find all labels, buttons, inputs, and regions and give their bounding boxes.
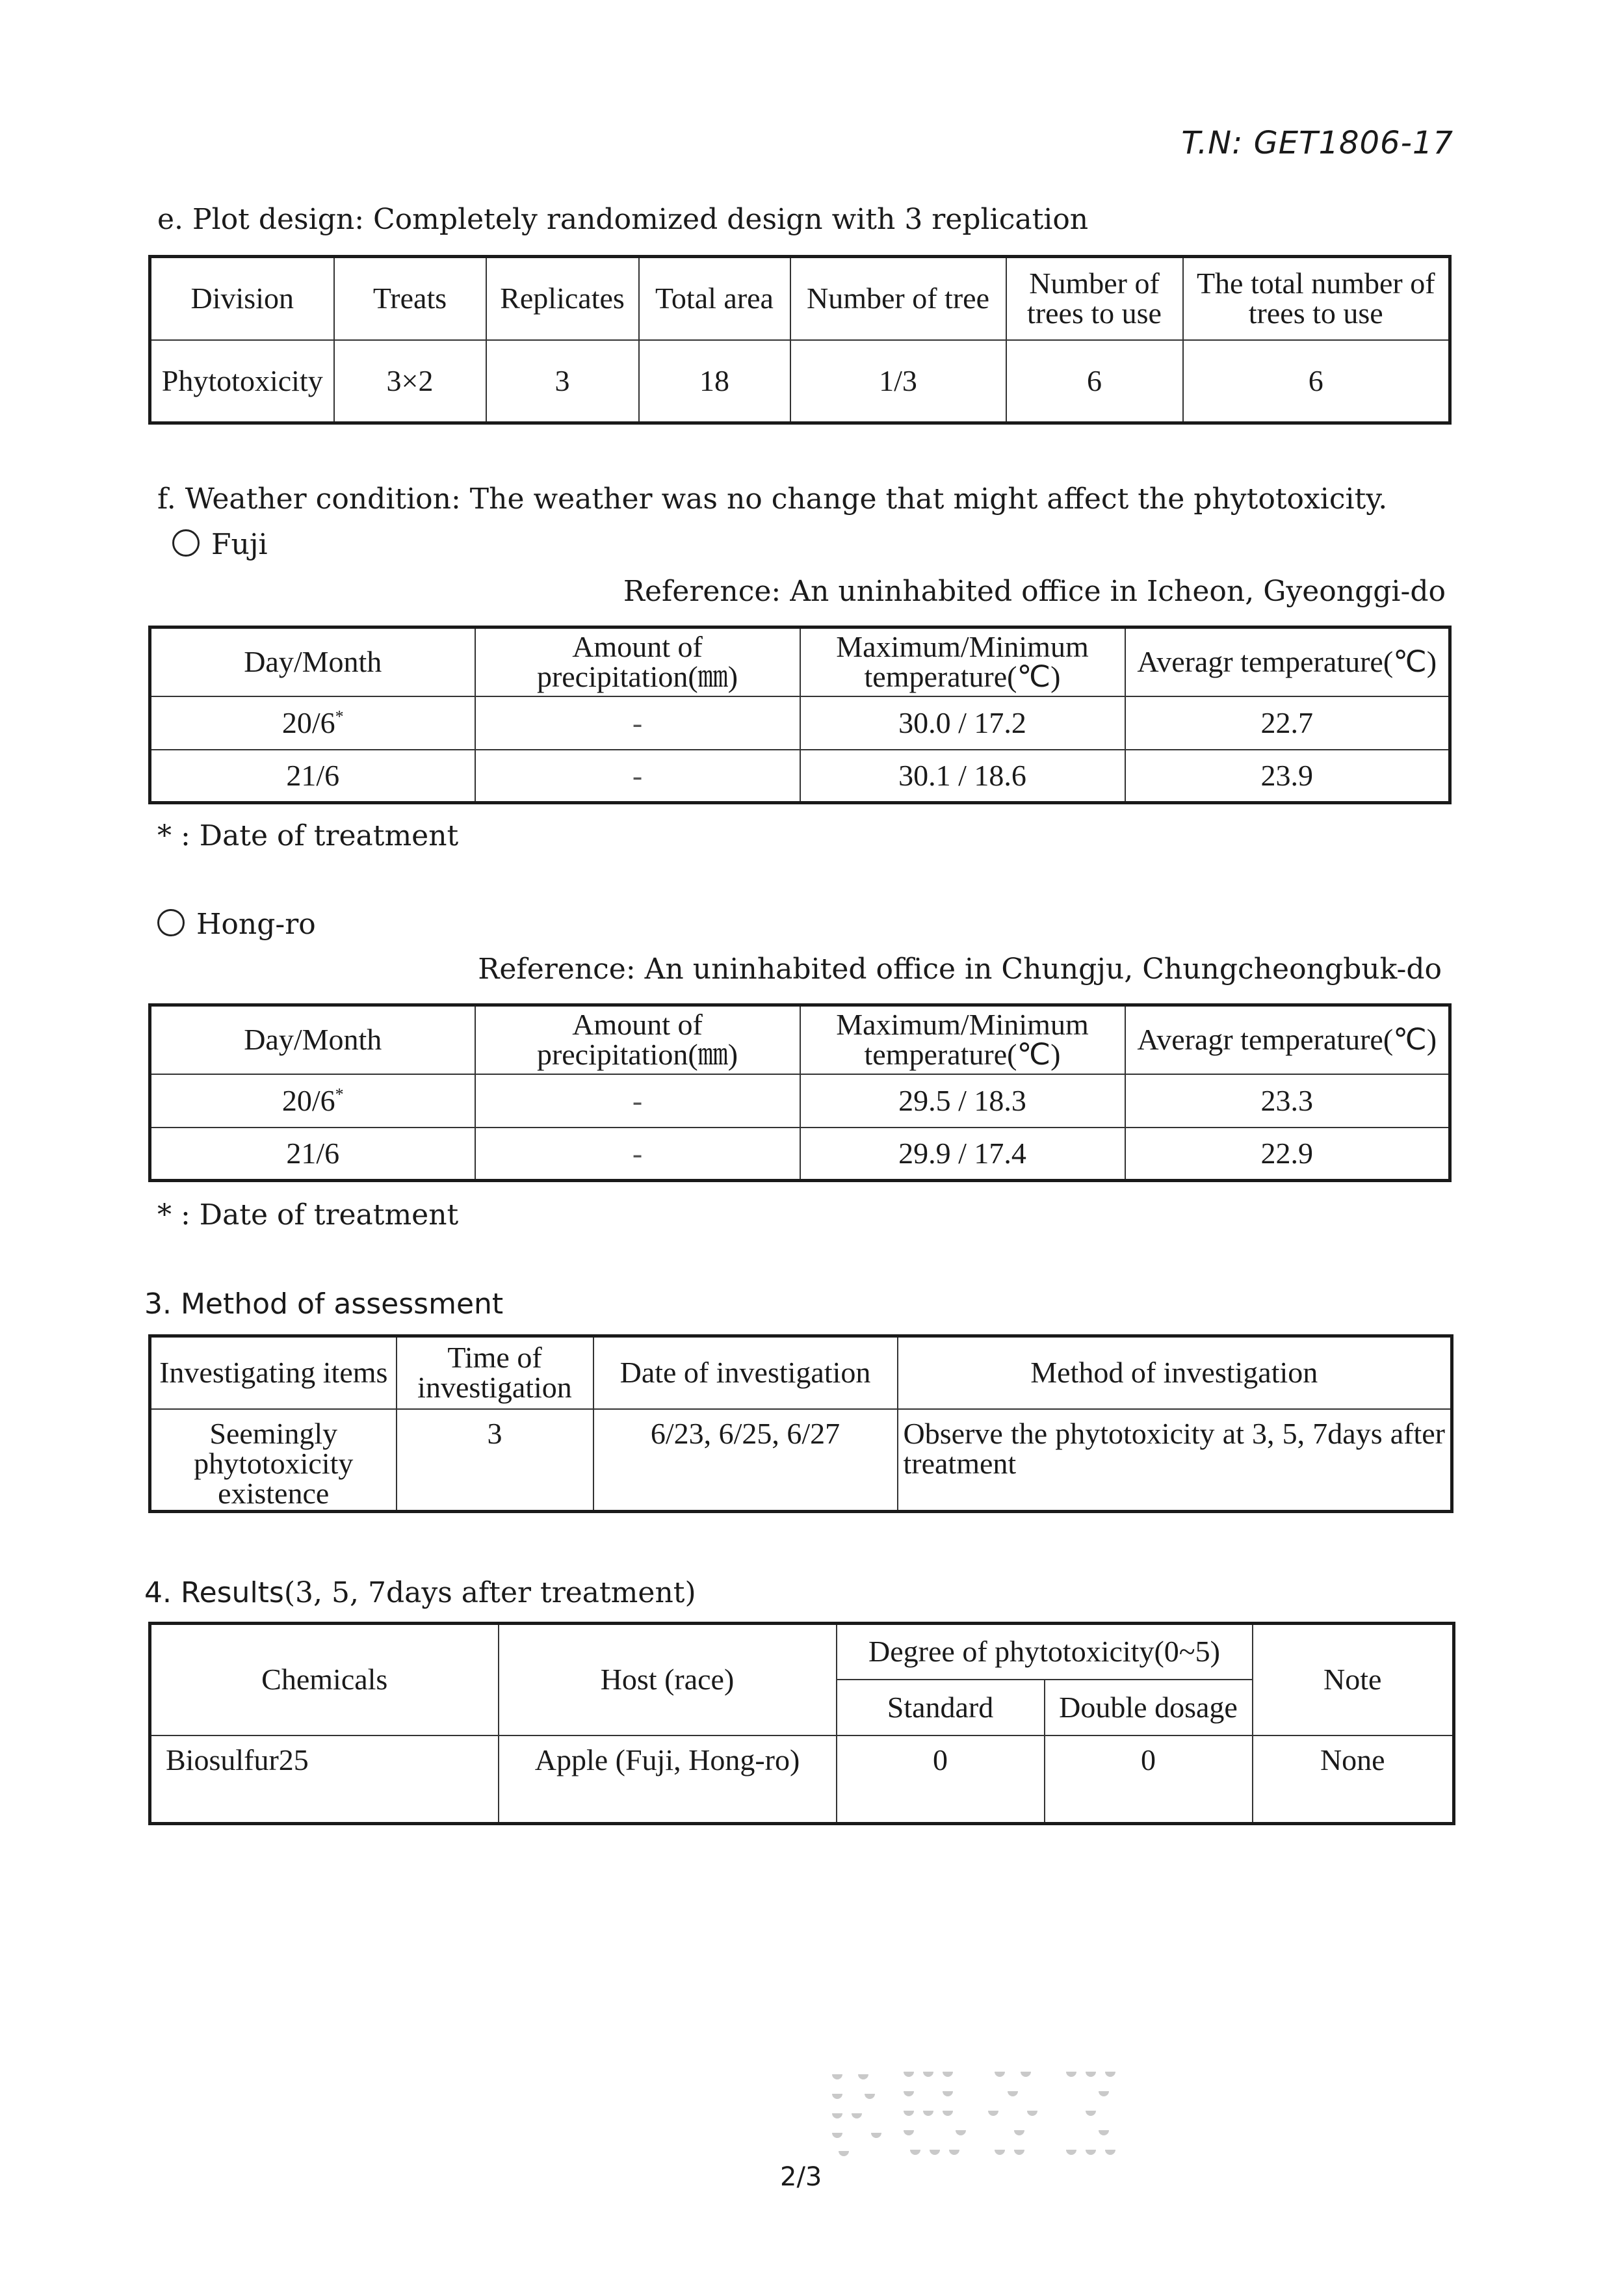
col-division: Division: [150, 257, 334, 340]
results-heading-rest: (3, 5, 7days after treatment): [283, 1576, 696, 1609]
fuji-label: Fuji: [211, 528, 268, 561]
hongro-reference: Reference: An uninhabited office in Chungju, Chungcheongbuk-do: [478, 953, 1442, 986]
hongro-label: Hong-ro: [196, 908, 316, 941]
col-replicates: Replicates: [486, 257, 639, 340]
col-degree: Degree of phytotoxicity(0~5): [837, 1624, 1253, 1680]
table-row: [150, 696, 1450, 750]
weather-heading: f. Weather condition: The weather was no change that might affect the phytotoxicity.: [157, 482, 1388, 516]
col-max-min-temp: Maximum/Minimum temperature(℃): [800, 1005, 1125, 1074]
cell-day: 20/6*: [150, 1074, 475, 1128]
cell: 6/23, 6/25, 6/27: [593, 1409, 898, 1512]
table-row: [150, 1074, 1450, 1128]
cell-day: 21/6: [150, 750, 475, 803]
table-row: [150, 1735, 1454, 1824]
cell-precip: -: [475, 1128, 800, 1181]
cell-day: 20/6*: [150, 696, 475, 750]
fuji-footnote: * : Date of treatment: [157, 819, 459, 852]
circle-bullet-icon: [157, 909, 185, 936]
cell-day: 21/6: [150, 1128, 475, 1181]
cell-maxmin: 30.1 / 18.6: [800, 750, 1125, 803]
col-day-month: Day/Month: [150, 627, 475, 696]
col-host: Host (race): [499, 1624, 837, 1735]
cell-avg: 22.7: [1125, 696, 1450, 750]
col-double-dosage: Double dosage: [1045, 1680, 1253, 1735]
cell: Seemingly phytotoxicity existence: [150, 1409, 397, 1512]
cell-chemical: Biosulfur25: [150, 1735, 499, 1824]
table-row: [150, 750, 1450, 803]
fuji-label-row: [172, 528, 268, 561]
table-header-row: [150, 1005, 1450, 1074]
col-investigating-items: Investigating items: [150, 1336, 397, 1409]
table-row: [150, 1409, 1452, 1512]
fuji-reference: Reference: An uninhabited office in Icheon, Gyeonggi-do: [623, 575, 1446, 608]
embossed-seal-icon: [826, 2068, 1125, 2159]
col-avg-temp: Averagr temperature(℃): [1125, 627, 1450, 696]
cell-standard: 0: [837, 1735, 1045, 1824]
hongro-weather-table: [148, 1003, 1452, 1182]
table-row: [150, 340, 1450, 423]
cell: Phytotoxicity: [150, 340, 334, 423]
cell: 3: [397, 1409, 593, 1512]
plot-design-table: [148, 255, 1452, 425]
cell: 18: [639, 340, 790, 423]
cell: 1/3: [790, 340, 1006, 423]
assessment-table: [148, 1334, 1453, 1513]
cell-maxmin: 29.9 / 17.4: [800, 1128, 1125, 1181]
cell-precip: -: [475, 750, 800, 803]
cell-maxmin: 30.0 / 17.2: [800, 696, 1125, 750]
col-treats: Treats: [334, 257, 486, 340]
col-trees-to-use: Number of trees to use: [1006, 257, 1183, 340]
assessment-heading: 3. Method of assessment: [144, 1287, 504, 1321]
col-number-of-tree: Number of tree: [790, 257, 1006, 340]
cell-note: None: [1253, 1735, 1454, 1824]
results-heading-bold: 4. Results: [144, 1576, 284, 1609]
table-row: [150, 1128, 1450, 1181]
col-avg-temp: Averagr temperature(℃): [1125, 1005, 1450, 1074]
results-table: [148, 1622, 1455, 1825]
cell-precip: -: [475, 1074, 800, 1128]
circle-bullet-icon: [172, 529, 200, 557]
col-standard: Standard: [837, 1680, 1045, 1735]
cell: Observe the phytotoxicity at 3, 5, 7days after treatment: [898, 1409, 1452, 1512]
cell-avg: 23.9: [1125, 750, 1450, 803]
cell-double: 0: [1045, 1735, 1253, 1824]
col-precipitation: Amount of precipitation(㎜): [475, 627, 800, 696]
col-day-month: Day/Month: [150, 1005, 475, 1074]
tn-number: T.N: GET1806-17: [1181, 125, 1453, 161]
cell: 6: [1006, 340, 1183, 423]
cell: 3×2: [334, 340, 486, 423]
col-total-trees: The total number of trees to use: [1183, 257, 1450, 340]
col-chemicals: Chemicals: [150, 1624, 499, 1735]
col-date-of-investigation: Date of investigation: [593, 1336, 898, 1409]
results-heading: [144, 1576, 696, 1609]
table-header-row: [150, 257, 1450, 340]
hongro-label-row: [157, 908, 316, 941]
col-max-min-temp: Maximum/Minimum temperature(℃): [800, 627, 1125, 696]
cell-host: Apple (Fuji, Hong-ro): [499, 1735, 837, 1824]
table-header-row: [150, 1624, 1454, 1680]
cell-avg: 23.3: [1125, 1074, 1450, 1128]
cell-avg: 22.9: [1125, 1128, 1450, 1181]
hongro-footnote: * : Date of treatment: [157, 1198, 459, 1232]
col-note: Note: [1253, 1624, 1454, 1735]
cell: 3: [486, 340, 639, 423]
col-total-area: Total area: [639, 257, 790, 340]
cell-maxmin: 29.5 / 18.3: [800, 1074, 1125, 1128]
page-number: 2/3: [780, 2162, 822, 2192]
fuji-weather-table: [148, 626, 1452, 804]
cell-precip: -: [475, 696, 800, 750]
col-method-of-investigation: Method of investigation: [898, 1336, 1452, 1409]
plot-design-heading: e. Plot design: Completely randomized design with 3 replication: [157, 203, 1089, 236]
col-time-of-investigation: Time of investigation: [397, 1336, 593, 1409]
col-precipitation: Amount of precipitation(㎜): [475, 1005, 800, 1074]
cell: 6: [1183, 340, 1450, 423]
table-header-row: [150, 627, 1450, 696]
table-header-row: [150, 1336, 1452, 1409]
